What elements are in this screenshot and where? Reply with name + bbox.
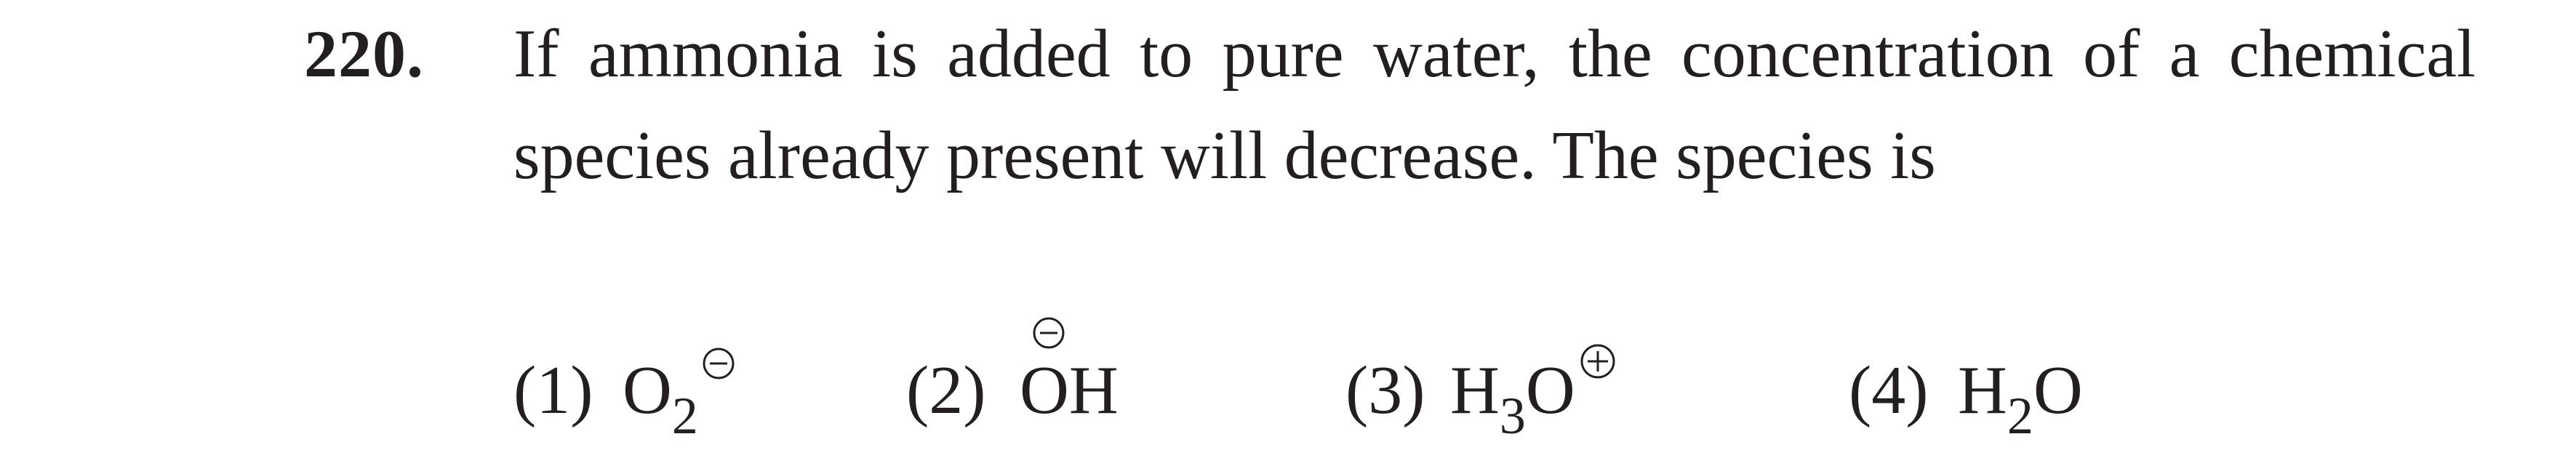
option-2-label: (2) [906,353,986,428]
question-stem: If ammonia is added to pure water, the concentration of a chemical species already present will decrease. The species is [513,16,2476,193]
option-1-label: (1) [513,353,593,428]
option-4-label: (4) [1849,353,1929,428]
option-1-formula [623,350,733,445]
question-number: 220. [304,17,424,91]
option-4-element-o: O [2033,353,2083,428]
option-3-formula [1450,350,1615,445]
option-4-element-h: H [1958,353,2007,428]
option-1-element: O [623,353,672,428]
option-1-subscript: 2 [671,387,698,445]
answer-options [513,342,2404,451]
option-4-formula [1958,350,2083,445]
option-4-subscript: 2 [2007,387,2033,445]
option-3-element-h: H [1450,353,1500,428]
option-3-element-o: O [1525,353,1575,428]
negative-charge-icon [701,346,736,381]
option-3-label: (3) [1345,353,1425,428]
option-3-subscript: 3 [1499,387,1526,445]
negative-charge-icon [1031,316,1066,350]
option-2-formula [1020,350,1119,430]
option-2-element: OH [1020,353,1119,428]
positive-charge-icon [1578,342,1617,381]
